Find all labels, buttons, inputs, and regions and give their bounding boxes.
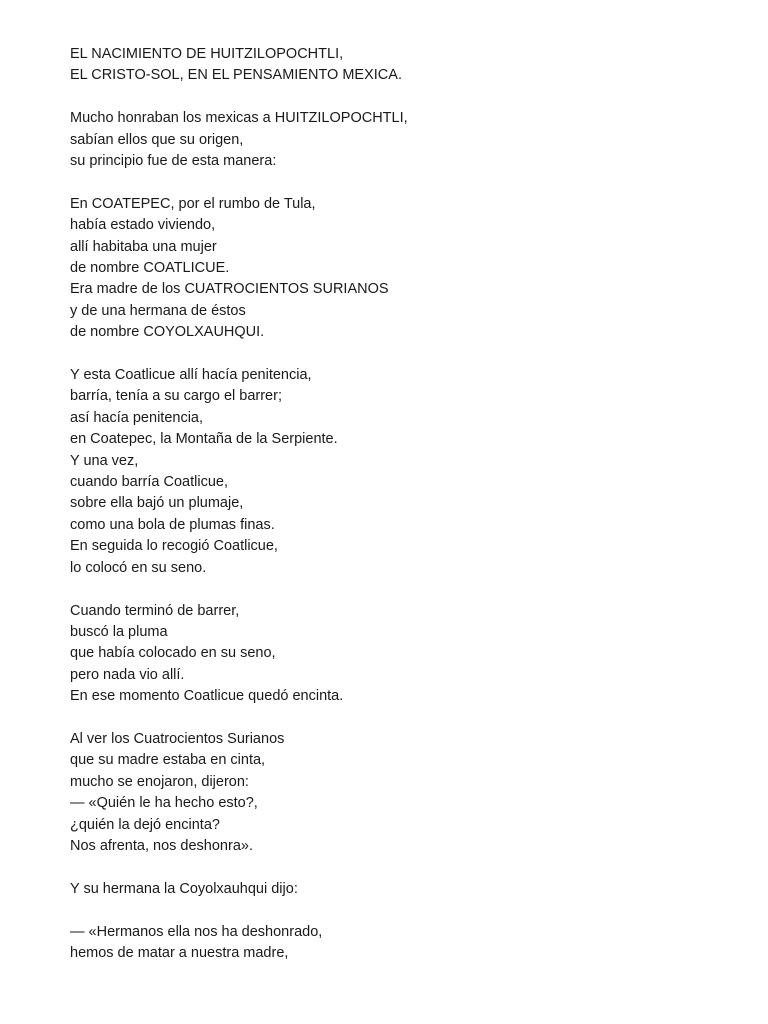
verse-line: había estado viviendo,	[70, 217, 216, 234]
verse-line: así hacía penitencia,	[70, 409, 204, 426]
verse-line: En seguida lo recogió Coatlicue,	[70, 538, 278, 555]
verse-line: buscó la pluma	[70, 623, 168, 640]
verse-line: Y una vez,	[70, 452, 139, 469]
verse-line: Y su hermana la Coyolxauhqui dijo:	[70, 880, 298, 897]
verse-line: sabían ellos que su origen,	[70, 131, 244, 148]
verse-line: lo colocó en su seno.	[70, 559, 207, 576]
verse-line: cuando barría Coatlicue,	[70, 474, 228, 491]
stanza	[70, 601, 730, 708]
title-line: EL NACIMIENTO DE HUITZILOPOCHTLI,	[70, 46, 344, 62]
verse-line: Cuando terminó de barrer,	[70, 602, 240, 619]
verse-line: — «Hermanos ella nos ha deshonrado,	[70, 923, 323, 940]
stanza	[70, 922, 730, 965]
verse-line: que había colocado en su seno,	[70, 645, 276, 662]
stanza	[70, 194, 730, 344]
verse-line: Nos afrenta, nos deshonra».	[70, 837, 253, 854]
verse-line: su principio fue de esta manera:	[70, 153, 277, 170]
verse-line: Era madre de los CUATROCIENTOS SURIANOS	[70, 281, 389, 298]
verse-line: pero nada vio allí.	[70, 666, 185, 683]
verse-line: que su madre estaba en cinta,	[70, 752, 266, 769]
verse-line: de nombre COATLICUE.	[70, 260, 230, 277]
stanza	[70, 108, 730, 172]
verse-line: barría, tenía a su cargo el barrer;	[70, 388, 282, 405]
verse-line: En COATEPEC, por el rumbo de Tula,	[70, 195, 316, 212]
verse-line: ¿quién la dejó encinta?	[70, 816, 220, 833]
verse-line: En ese momento Coatlicue quedó encinta.	[70, 688, 344, 705]
verse-line: hemos de matar a nuestra madre,	[70, 944, 289, 961]
verse-line: y de una hermana de éstos	[70, 302, 246, 319]
verse-line: Al ver los Cuatrocientos Surianos	[70, 730, 285, 747]
verse-line: como una bola de plumas finas.	[70, 516, 275, 533]
verse-line: allí habitaba una mujer	[70, 238, 217, 255]
verse-line: en Coatepec, la Montaña de la Serpiente.	[70, 431, 338, 448]
verse-line: de nombre COYOLXAUHQUI.	[70, 324, 265, 341]
stanza	[70, 729, 730, 857]
verse-line: — «Quién le ha hecho esto?,	[70, 795, 258, 812]
verse-line: Y esta Coatlicue allí hacía penitencia,	[70, 367, 312, 384]
stanza	[70, 365, 730, 579]
document-page	[70, 44, 730, 986]
verse-line: mucho se enojaron, dijeron:	[70, 773, 249, 790]
verse-line: sobre ella bajó un plumaje,	[70, 495, 244, 512]
title-block	[70, 44, 730, 87]
subtitle-line: EL CRISTO-SOL, EN EL PENSAMIENTO MEXICA.	[70, 67, 402, 84]
stanza	[70, 879, 730, 900]
verse-line: Mucho honraban los mexicas a HUITZILOPOCHTLI,	[70, 110, 408, 127]
